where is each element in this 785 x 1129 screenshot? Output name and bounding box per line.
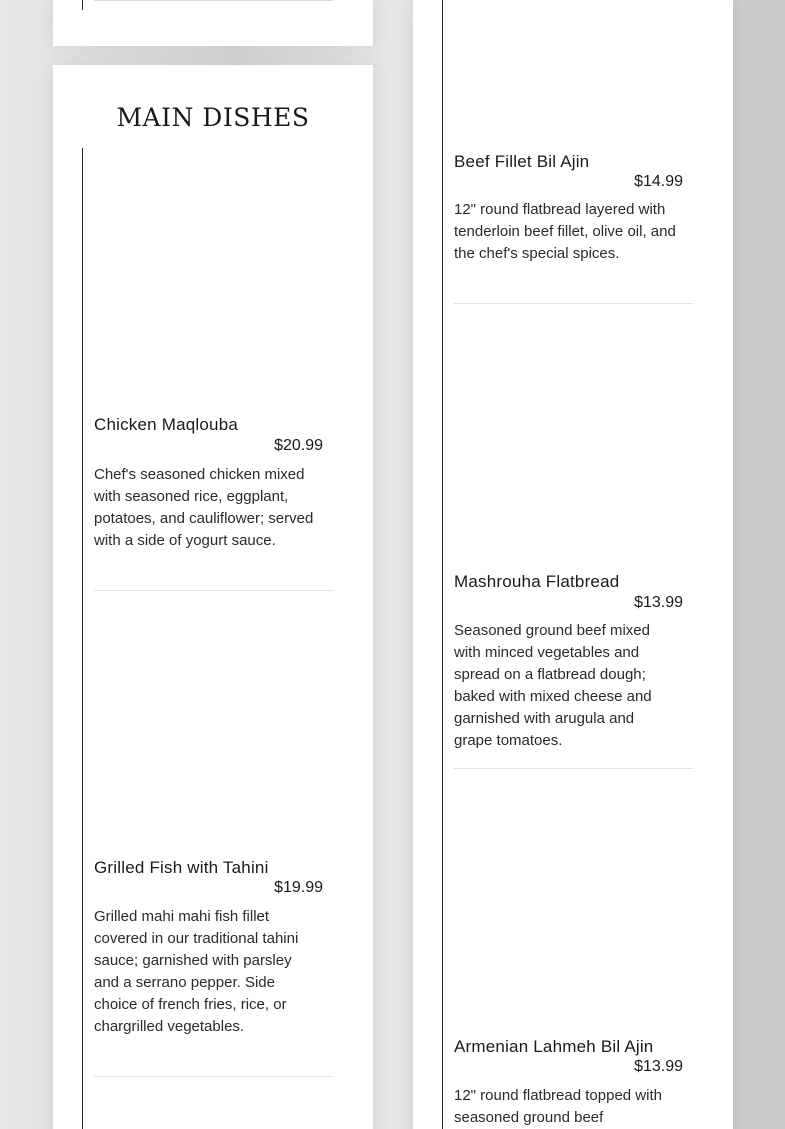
dish-name: Armenian Lahmeh Bil Ajin — [454, 1037, 654, 1056]
column-divider — [442, 0, 443, 1129]
dish-description: Grilled mahi mahi fish fillet covered in our traditional tahini sauce; garnished with parsley and a serrano pepper. Side choice of french fries, rice, or chargrilled vegetables. — [94, 908, 299, 1035]
menu-item[interactable] — [454, 0, 693, 304]
menu-item[interactable] — [454, 769, 693, 1129]
dish-image — [94, 155, 333, 405]
main-dishes-card — [53, 65, 373, 1129]
item-separator — [94, 590, 333, 591]
column-divider — [82, 0, 83, 10]
dish-name: Grilled Fish with Tahini — [94, 858, 269, 877]
dish-price: $13.99 — [634, 594, 683, 611]
dish-description: 12" round flatbread layered with tenderloin beef fillet, olive oil, and the chef's special spices. — [454, 201, 676, 262]
dish-description: Chef's seasoned chicken mixed with seasoned rice, eggplant, potatoes, and cauliflower; served with a side of yogurt sauce. — [94, 466, 314, 549]
dish-name: Mashrouha Flatbread — [454, 572, 620, 591]
menu-card-right — [413, 0, 733, 1129]
dish-description: 12" round flatbread topped with seasoned ground beef — [454, 1087, 662, 1126]
dish-name: Chicken Maqlouba — [94, 415, 239, 434]
menu-item[interactable] — [94, 595, 333, 1080]
dish-price: $14.99 — [634, 173, 683, 190]
dish-price: $19.99 — [274, 879, 323, 896]
dish-price: $13.99 — [634, 1058, 683, 1075]
dish-price: $20.99 — [274, 437, 323, 454]
section-title: MAIN DISHES — [116, 103, 310, 132]
column-divider — [82, 148, 83, 1129]
menu-item[interactable] — [454, 304, 693, 769]
dish-image — [454, 0, 693, 140]
item-separator — [94, 0, 333, 1]
dish-description: Seasoned ground beef mixed with minced vegetables and spread on a flatbread dough; baked with mixed cheese and garnished with arugula and grape tomatoes. — [454, 622, 652, 749]
menu-item[interactable] — [94, 155, 333, 595]
item-separator — [94, 1076, 333, 1077]
dish-name: Beef Fillet Bil Ajin — [454, 152, 590, 171]
previous-section-card — [53, 0, 373, 46]
dish-image — [94, 595, 333, 850]
dish-image — [454, 304, 693, 559]
dish-image — [454, 769, 693, 1024]
